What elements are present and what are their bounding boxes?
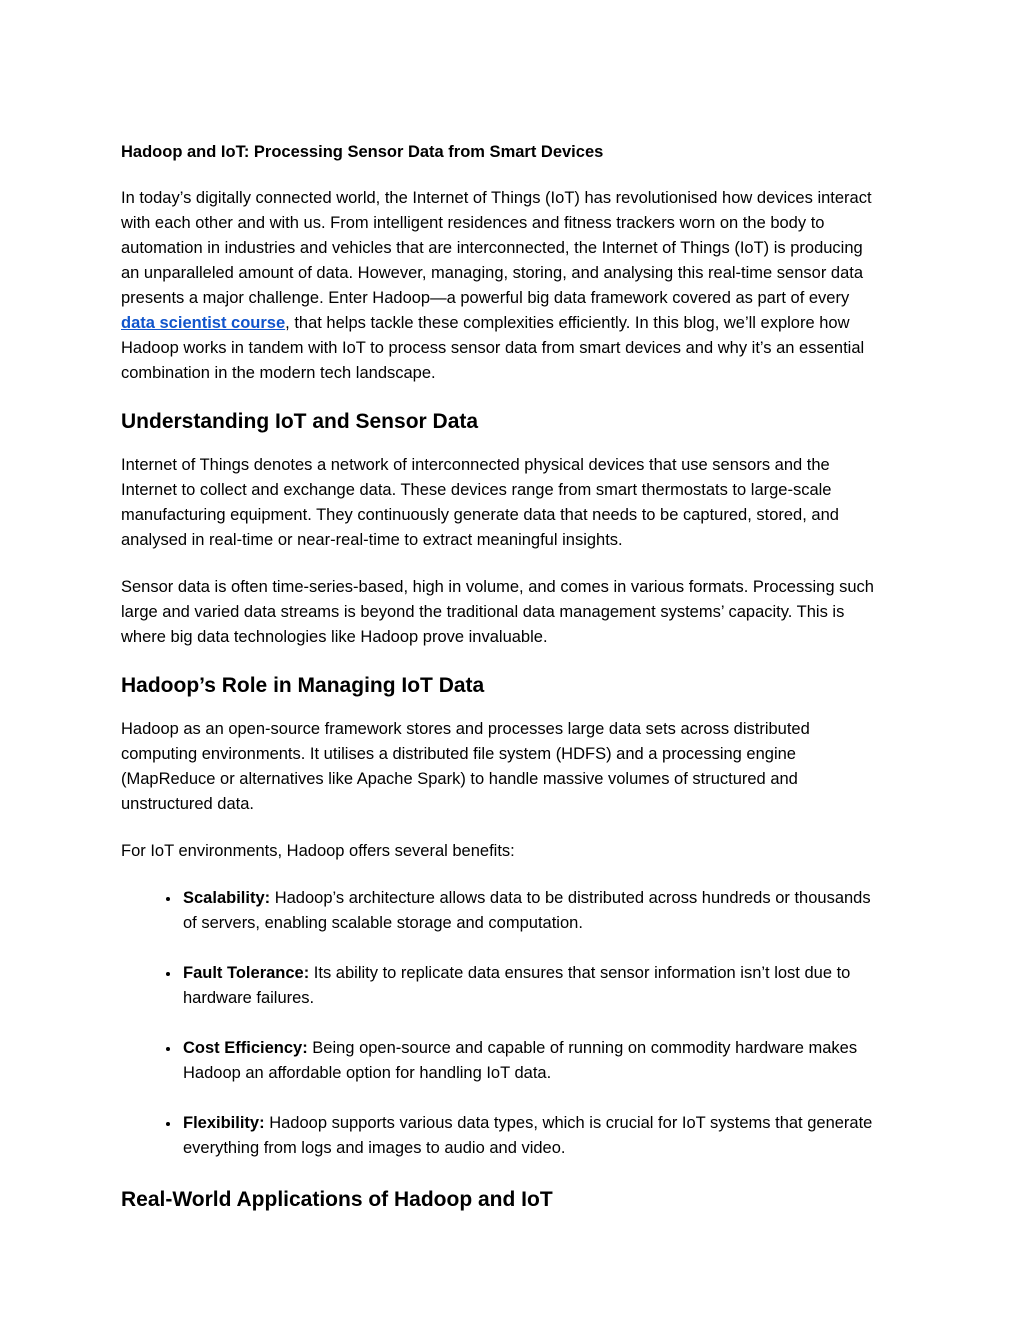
list-item-cost-efficiency (181, 1036, 885, 1086)
list-item-flexibility (181, 1111, 885, 1161)
section-heading-understanding-iot: Understanding IoT and Sensor Data (121, 410, 479, 433)
document-title: Hadoop and IoT: Processing Sensor Data from Smart Devices (121, 143, 604, 161)
bullet-text-flexibility: Hadoop supports various data types, which is crucial for IoT systems that generate everything from logs and images to audio and video. (183, 1114, 873, 1157)
list-item-scalability (181, 886, 885, 936)
bullet-term-scalability: Scalability: (183, 889, 271, 907)
data-scientist-course-link[interactable]: data scientist course (121, 314, 286, 332)
paragraph-hadoop-framework: Hadoop as an open-source framework stores and processes large data sets across distributed computing environments. It utilises a distributed file system (HDFS) and a processing engine (MapReduce or alternatives like Apache Spark) to handle massive volumes of structured and unstructured data. (121, 720, 810, 813)
paragraph-sensor-data: Sensor data is often time-series-based, high in volume, and comes in various formats. Processing such large and varied data streams is beyond the traditional data management systems’ capacity. This is where big data technologies like Hadoop prove invaluable. (121, 578, 874, 646)
list-item-fault-tolerance (181, 961, 885, 1011)
bullet-text-cost-efficiency: Being open-source and capable of running on commodity hardware makes Hadoop an affordable option for handling IoT data. (183, 1039, 858, 1082)
bullet-term-flexibility: Flexibility: (183, 1114, 265, 1132)
intro-text-after-link: , that helps tackle these complexities efficiently. In this blog, we’ll explore how Hadoop works in tandem with IoT to process sensor data from smart devices and why it’s an essential combination in the modern tech landscape. (121, 314, 865, 382)
bullet-term-cost-efficiency: Cost Efficiency: (183, 1039, 308, 1057)
paragraph-benefits-intro: For IoT environments, Hadoop offers several benefits: (121, 842, 515, 860)
section-heading-hadoops-role: Hadoop’s Role in Managing IoT Data (121, 674, 485, 697)
paragraph-iot-definition: Internet of Things denotes a network of interconnected physical devices that use sensors and the Internet to collect and exchange data. These devices range from smart thermostats to large-scale manufacturing equipment. They continuously generate data that needs to be captured, stored, and analysed in real-time or near-real-time to extract meaningful insights. (121, 456, 839, 549)
benefits-list (121, 886, 885, 1161)
intro-paragraph (121, 186, 885, 386)
intro-text-before-link: In today’s digitally connected world, the Internet of Things (IoT) has revolutionised how devices interact with each other and with us. From intelligent residences and fitness trackers worn on the body to automation in industries and vehicles that are interconnected, the Internet of Things (IoT) is producing an unparalleled amount of data. However, managing, storing, and analysing this real-time sensor data presents a major challenge. Enter Hadoop—a powerful big data framework covered as part of every (121, 189, 872, 307)
section-heading-real-world-applications: Real-World Applications of Hadoop and IoT (121, 1188, 553, 1211)
bullet-text-scalability: Hadoop’s architecture allows data to be distributed across hundreds or thousands of servers, enabling scalable storage and computation. (183, 889, 871, 932)
bullet-text-fault-tolerance: Its ability to replicate data ensures that sensor information isn’t lost due to hardware failures. (183, 964, 851, 1007)
bullet-term-fault-tolerance: Fault Tolerance: (183, 964, 310, 982)
